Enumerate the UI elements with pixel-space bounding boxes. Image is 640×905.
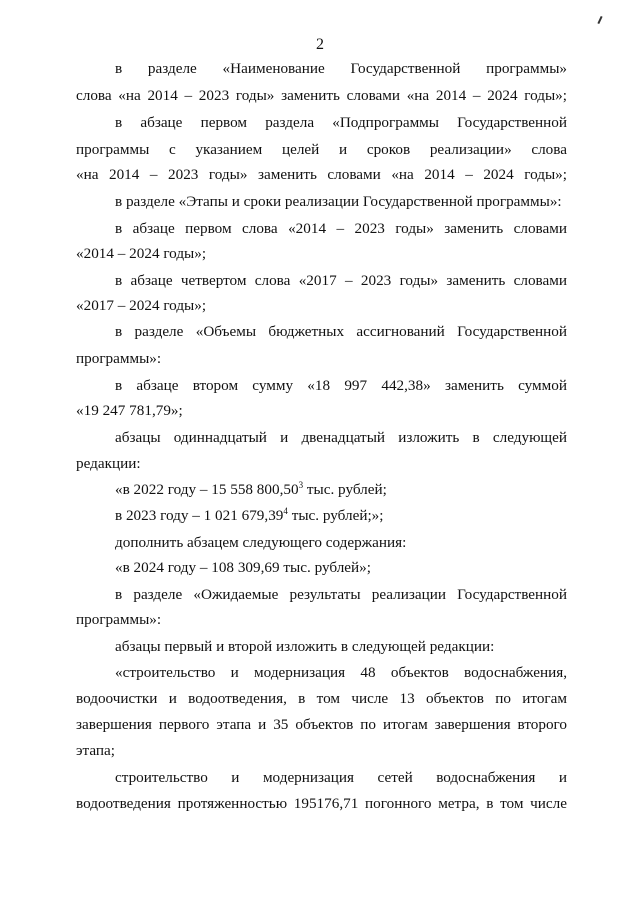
text-line: абзацы первый и второй изложить в следующей редакции: xyxy=(115,638,495,655)
text-line: водоочистки и водоотведения, в том числе 13 объектов по итогам xyxy=(76,690,567,707)
text-line xyxy=(115,481,567,499)
text-line: завершения первого этапа и 35 объектов по итогам завершения второго xyxy=(76,716,567,733)
text-line: программы»: xyxy=(76,350,162,367)
text-line: в абзаце первом раздела «Подпрограммы Государственной xyxy=(115,114,567,131)
text-line: абзацы одиннадцатый и двенадцатый изложить в следующей xyxy=(115,429,567,446)
text-line: «2014 – 2024 годы»; xyxy=(76,245,207,262)
text-line: в разделе «Наименование Государственной программы» xyxy=(115,60,567,77)
text-line: дополнить абзацем следующего содержания: xyxy=(115,534,407,551)
line-text: тыс. рублей;»; xyxy=(287,507,384,524)
text-line: слова «на 2014 – 2023 годы» заменить словами «на 2014 – 2024 годы»; xyxy=(76,87,567,104)
text-line: этапа; xyxy=(76,742,115,759)
page-number: 2 xyxy=(316,36,324,53)
text-line: строительство и модернизация сетей водоснабжения и xyxy=(115,769,567,786)
text-line: «на 2014 – 2023 годы» заменить словами «на 2014 – 2024 годы»; xyxy=(76,166,567,183)
text-line xyxy=(115,507,567,525)
text-line: водоотведения протяженностью 195176,71 погонного метра, в том числе xyxy=(76,795,567,812)
text-line: редакции: xyxy=(76,455,141,472)
text-line: в абзаце втором сумму «18 997 442,38» заменить суммой xyxy=(115,377,567,394)
text-line: «в 2024 году – 108 309,69 тыс. рублей»; xyxy=(115,559,371,576)
text-line: «строительство и модернизация 48 объектов водоснабжения, xyxy=(115,664,567,681)
stray-mark xyxy=(597,16,602,24)
line-text: «в 2022 году – 15 558 800,50 xyxy=(115,481,299,498)
text-line: в разделе «Объемы бюджетных ассигнований Государственной xyxy=(115,323,567,340)
text-line: в абзаце первом слова «2014 – 2023 годы» заменить словами xyxy=(115,220,567,237)
text-line: программы с указанием целей и сроков реализации» слова xyxy=(76,141,567,158)
text-line: «19 247 781,79»; xyxy=(76,402,183,419)
footnote-ref: 4 xyxy=(283,506,288,516)
text-line: программы»: xyxy=(76,611,162,628)
text-line: в абзаце четвертом слова «2017 – 2023 годы» заменить словами xyxy=(115,272,567,289)
line-text: тыс. рублей; xyxy=(303,481,387,498)
text-line: в разделе «Этапы и сроки реализации Государственной программы»: xyxy=(115,193,562,210)
footnote-ref: 3 xyxy=(298,480,304,490)
line-text: в 2023 году – 1 021 679,39 xyxy=(115,507,284,524)
text-line: «2017 – 2024 годы»; xyxy=(76,297,207,314)
text-line: в разделе «Ожидаемые результаты реализации Государственной xyxy=(115,586,567,603)
